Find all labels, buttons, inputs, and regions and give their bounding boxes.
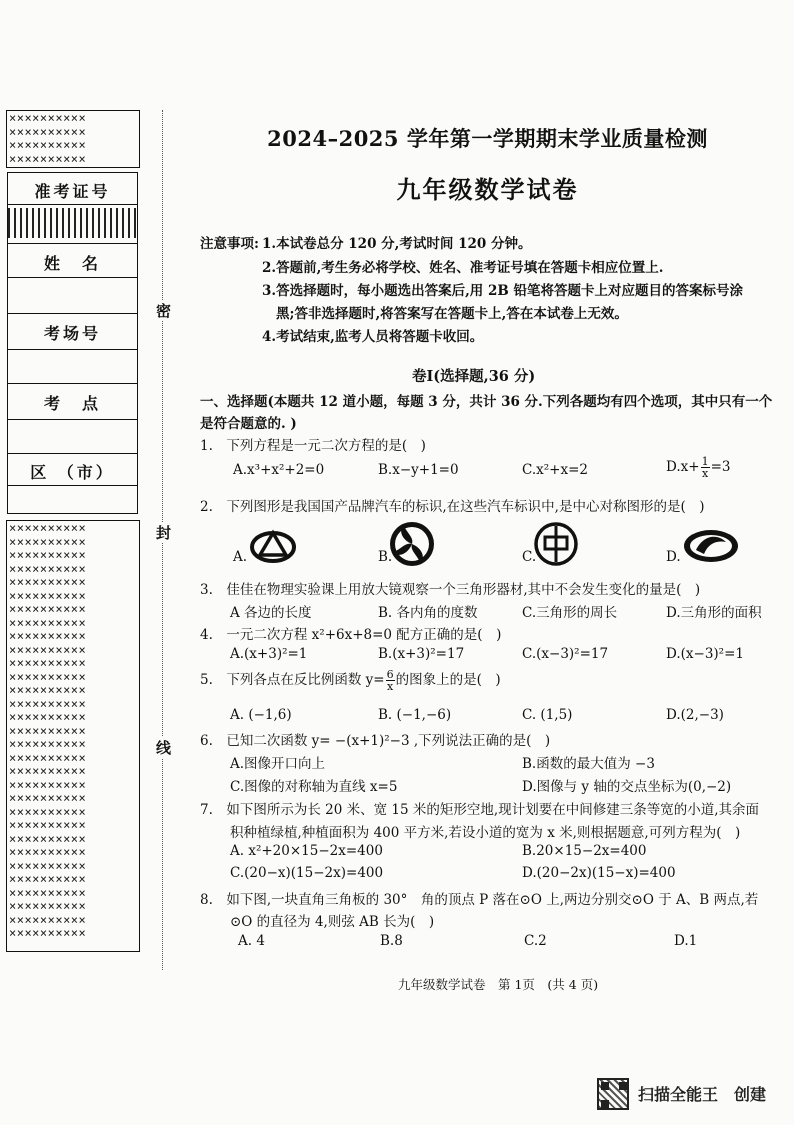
- notice-label: 注意事项:: [200, 236, 259, 252]
- scanner-watermark: 扫描全能王 创建: [638, 1085, 767, 1104]
- q7-option-c: C.(20−x)(15−2x)=400: [230, 865, 384, 881]
- section-intro-1: 一、选择题(本题共 12 道小题，每题 3 分，共计 36 分.下列各题均有四个选项，其中只有一个: [200, 394, 773, 410]
- q6-stem: 6. 已知二次函数 y= −(x+1)²−3 ,下列说法正确的是( ): [200, 733, 551, 749]
- seal-char-xian: 线: [156, 739, 172, 757]
- q2-option-b: B.: [378, 549, 393, 565]
- q8-option-b: B.8: [380, 933, 403, 949]
- q8-option-d: D.1: [674, 933, 698, 949]
- q7-option-a: A. x²+20×15−2x=400: [230, 843, 383, 859]
- q4-option-d: D.(x−3)²=1: [666, 646, 744, 662]
- q1-option-d: D.x+ $\frac{1}{x}$ =3: [666, 455, 731, 480]
- seal-char-mi: 密: [156, 302, 172, 320]
- q2-option-c: C.: [522, 549, 537, 565]
- q5-option-b: B. (−1,−6): [378, 707, 452, 723]
- q7-stem-2: 积种植绿植,种植面积为 400 平方米,若设小道的宽为 x 米,则根据题意,可列方程为( ): [230, 825, 741, 841]
- q7-option-b: B.20×15−2x=400: [522, 843, 647, 859]
- q3-option-d: D.三角形的面积: [666, 605, 762, 621]
- q7-stem-1: 7. 如下图所示为长 20 米、宽 15 米的矩形空地,现计划要在中间修建三条等宽的小道,其余面: [200, 802, 759, 818]
- q5-option-d: D.(2,−3): [666, 707, 724, 723]
- q5-option-c: C. (1,5): [522, 707, 573, 723]
- notice-item-3: 3.答选择题时，每小题选出答案后,用 2B 铅笔将答题卡上对应题目的答案标号涂: [262, 283, 743, 299]
- q4-stem: 4. 一元二次方程 x²+6x+8=0 配方正确的是( ): [200, 627, 502, 643]
- q2-option-a: A.: [233, 549, 248, 565]
- field-district: 区 （市）: [30, 463, 115, 482]
- q6-option-d: D.图像与 y 轴的交点坐标为(0,−2): [522, 779, 732, 795]
- seal-char-feng: 封: [156, 524, 172, 542]
- exam-subtitle: 九年级数学试卷: [396, 175, 579, 204]
- notice-item-3-cont: 黑;答非选择题时,将答案写在答题卡上,答在本试卷上无效。: [276, 306, 628, 322]
- q8-stem-2: ⊙O 的直径为 4,则弦 AB 长为( ): [230, 914, 435, 930]
- q5-stem: 5. 下列各点在反比例函数 y= $\frac{6}{x}$ 的图象上的是( ): [200, 668, 501, 693]
- car-logo-a-icon: [249, 525, 297, 565]
- q2-stem: 2. 下列图形是我国国产品牌汽车的标识,在这些汽车标识中,是中心对称图形的是( ): [200, 499, 705, 515]
- section-intro-2: 是符合题意的. ): [200, 416, 297, 432]
- q3-option-b: B. 各内角的度数: [378, 605, 478, 621]
- car-logo-d-icon: [682, 528, 740, 564]
- field-exam-site: 考 点: [43, 394, 101, 413]
- field-name: 姓 名: [43, 254, 101, 273]
- q3-option-c: C.三角形的周长: [522, 605, 618, 621]
- car-logo-b-icon: [388, 520, 436, 568]
- q7-option-d: D.(20−2x)(15−x)=400: [522, 865, 676, 881]
- cross-pattern-top: ×××××××××× ×××××××××× ×××××××××× ××××××××××: [6, 110, 140, 168]
- q3-stem: 3. 佳佳在物理实验课上用放大镜观察一个三角形器材,其中不会发生变化的量是( ): [200, 582, 701, 598]
- field-exam-room: 考场号: [43, 324, 101, 343]
- q8-option-c: C.2: [524, 933, 547, 949]
- admission-number-grid: [8, 208, 136, 238]
- section-heading: 卷Ⅰ(选择题,36 分): [412, 368, 536, 385]
- field-admission-number: 准考证号: [34, 182, 111, 201]
- q5-option-a: A. (−1,6): [230, 707, 292, 723]
- q4-option-a: A.(x+3)²=1: [230, 646, 308, 662]
- q8-option-a: A. 4: [238, 933, 265, 949]
- q1-stem: 1. 下列方程是一元二次方程的是( ): [200, 438, 426, 454]
- q6-option-a: A.图像开口向上: [230, 756, 326, 772]
- q3-option-a: A 各边的长度: [230, 605, 312, 621]
- exam-title: 2024–2025 学年第一学期期末学业质量检测: [267, 126, 708, 151]
- q1-option-b: B.x−y+1=0: [378, 462, 459, 478]
- q6-option-b: B.函数的最大值为 −3: [522, 756, 655, 772]
- q6-option-c: C.图像的对称轴为直线 x=5: [230, 779, 398, 795]
- q2-option-d: D.: [666, 549, 681, 565]
- q8-stem-1: 8. 如下图,一块直角三角板的 30° 角的顶点 P 落在⊙O 上,两边分别交⊙O 于 A、B 两点,若: [200, 892, 759, 908]
- page-footer: 九年级数学试卷 第 1页 (共 4 页): [398, 977, 599, 992]
- notice-item-1: 1.本试卷总分 120 分,考试时间 120 分钟。: [262, 236, 532, 252]
- cross-pattern-bottom: ×××××××××× ×××××××××× ×××××××××× ×××××××××× ×××××××××× ×××××××××× ×××××××××× ×××××××××× ×××××××××× ×××××××××× ×××××××××× ×××××××××× ×××××××××× ×××××××××× ×××××××××× ×××××××××× ×××××××××× ×××××××××× ×××××××××× ×××××××××× ×××××××××× ×××××××××× ×××××××××× ×××××××××× ×××××××××× ×××××××××× ×××××××××× ×××××××××× ×××××××××× ×××××××××× ××××××××××: [6, 520, 140, 952]
- q4-option-c: C.(x−3)²=17: [522, 646, 609, 662]
- notice-item-2: 2.答题前,考生务必将学校、姓名、准考证号填在答题卡相应位置上.: [262, 260, 664, 276]
- q4-option-b: B.(x+3)²=17: [378, 646, 465, 662]
- qr-code-icon: [597, 1078, 629, 1110]
- car-logo-c-icon: [533, 521, 579, 567]
- q1-option-c: C.x²+x=2: [522, 462, 588, 478]
- q1-option-a: A.x³+x²+2=0: [233, 462, 325, 478]
- notice-item-4: 4.考试结束,监考人员将答题卡收回。: [262, 329, 484, 345]
